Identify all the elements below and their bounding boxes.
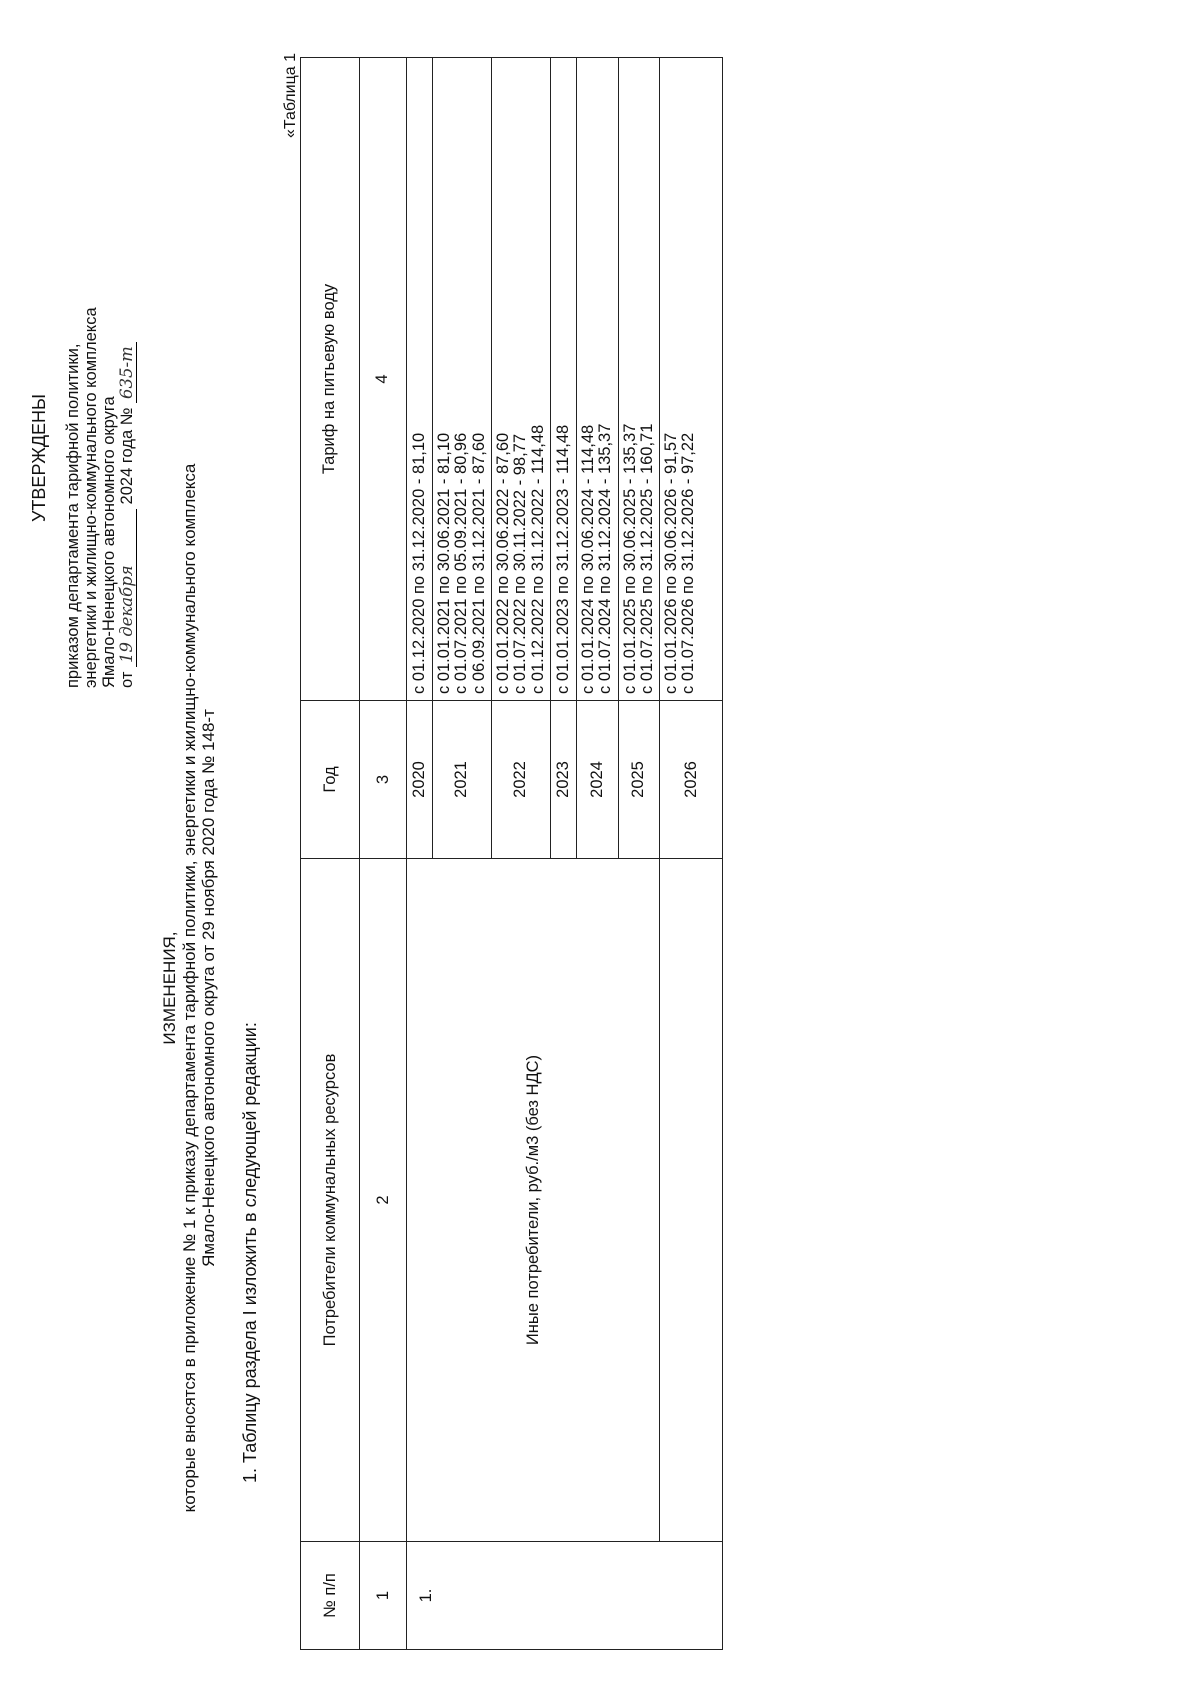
colnum-2: 2 (360, 859, 407, 1542)
tariff-cell: с 01.01.2022 по 30.06.2022 - 87,60 с 01.07.2022 по 30.11.2022 - 98,77 с 01.12.2022 по 31.12.2022 - 114,48 (491, 58, 550, 701)
table-row (407, 58, 433, 1650)
tariff-cell: с 01.12.2020 по 31.12.2020 - 81,10 (407, 58, 433, 701)
column-number-row (360, 58, 407, 1650)
tariff-cell: с 01.01.2021 по 30.06.2021 - 81,10 с 01.07.2021 по 05.09.2021 - 80,96 с 06.09.2021 по 31.12.2021 - 87,60 (433, 58, 492, 701)
colnum-1: 1 (360, 1542, 407, 1650)
year-cell: 2020 (407, 701, 433, 859)
header-year: Год (301, 701, 360, 859)
tariff-cell: с 01.01.2023 по 31.12.2023 - 114,48 (550, 58, 576, 701)
approval-year: 2024 года № (118, 407, 137, 505)
consumer-cell: Иные потребители, руб./м3 (без НДС) (407, 859, 660, 1542)
approval-line-1: приказом департамента тарифной политики, (63, 343, 82, 688)
year-cell: 2023 (550, 701, 576, 859)
row-number: 1. (407, 1542, 723, 1650)
header-number: № п/п (301, 1542, 360, 1650)
empty-cell (660, 859, 723, 1542)
header-tariff: Тариф на питьевую воду (301, 58, 360, 701)
year-cell: 2025 (618, 701, 660, 859)
approval-stamp (30, 228, 137, 688)
table-header-row (301, 58, 360, 1650)
header-consumers: Потребители коммунальных ресурсов (301, 859, 360, 1542)
document-heading (160, 338, 219, 1638)
approval-title: УТВЕРЖДЕНЫ (29, 394, 49, 522)
colnum-3: 3 (360, 701, 407, 859)
colnum-4: 4 (360, 58, 407, 701)
intro-paragraph: 1. Таблицу раздела I изложить в следующей редакции: (240, 1022, 260, 1483)
approval-line-3: Ямало-Ненецкого автономного округа (100, 396, 119, 688)
tariff-cell: с 01.01.2024 по 30.06.2024 - 114,48 с 01.07.2024 по 31.12.2024 - 135,37 (576, 58, 618, 701)
year-cell: 2021 (433, 701, 492, 859)
heading-word: ИЗМЕНЕНИЯ, (160, 931, 179, 1045)
handwritten-number: 635-т (118, 342, 137, 403)
approval-from: от (118, 671, 137, 688)
tariff-cell: с 01.01.2025 по 30.06.2025 - 135,37 с 01.07.2025 по 31.12.2025 - 160,71 (618, 58, 660, 701)
year-cell: 2022 (491, 701, 550, 859)
year-cell: 2024 (576, 701, 618, 859)
year-cell: 2026 (660, 701, 723, 859)
heading-line-2: Ямало-Ненецкого автономного округа от 29 ноября 2020 года № 148-т (199, 709, 219, 1267)
table-caption: «Таблица 1 (282, 53, 299, 138)
handwritten-date: 19 декабря (118, 509, 137, 667)
tariff-cell: с 01.01.2026 по 30.06.2026 - 91,57 с 01.07.2026 по 31.12.2026 - 97,22 (660, 58, 723, 701)
approval-date-line (118, 228, 137, 688)
heading-line-1: которые вносятся в приложение № 1 к приказу департамента тарифной политики, энергетики и жилищно-коммунального комплекса (179, 463, 199, 1513)
tariff-table (300, 57, 723, 1650)
approval-line-2: энергетики и жилищно-коммунального комплекса (81, 307, 100, 688)
